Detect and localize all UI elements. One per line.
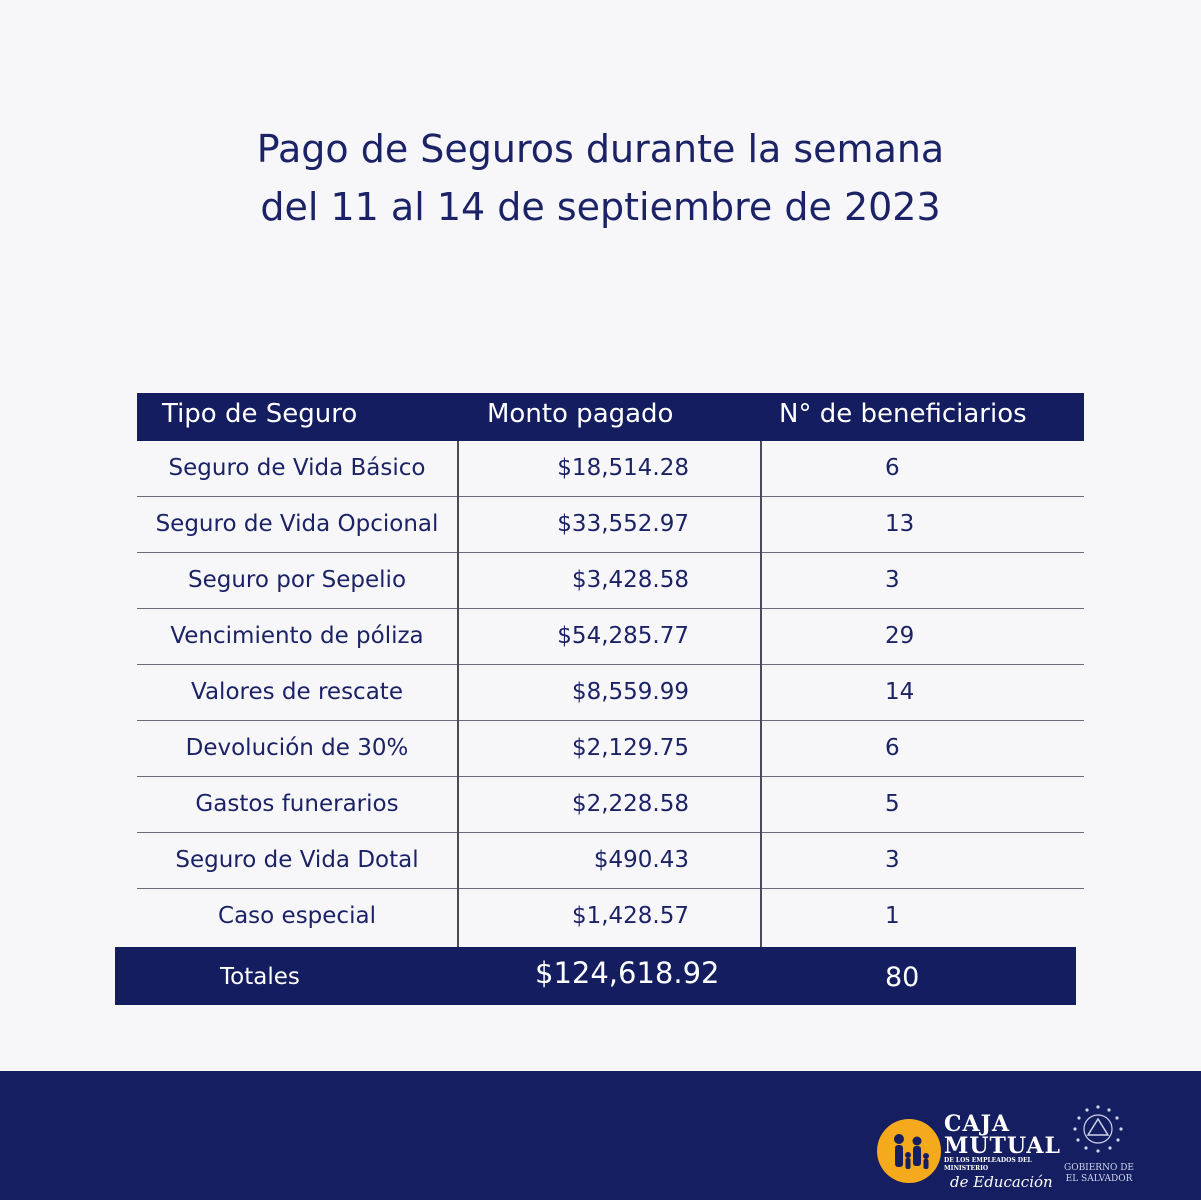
cell-tipo: Valores de rescate [191,679,403,705]
cell-tipo: Seguro de Vida Opcional [155,511,439,537]
totals-label: Totales [220,964,300,990]
table-row [137,553,1084,609]
cell-tipo: Gastos funerarios [195,791,399,817]
title-line-1: Pago de Seguros durante la semana [256,127,945,171]
cell-beneficiarios: 6 [885,735,900,761]
cell-tipo: Vencimiento de póliza [170,623,424,649]
table-row [137,833,1084,889]
totals-monto: $124,618.92 [535,956,720,990]
table-body [137,441,1084,944]
cell-monto: $33,552.97 [557,511,689,537]
cell-tipo: Seguro por Sepelio [187,567,407,593]
cell-tipo: Devolución de 30% [185,735,409,761]
cell-beneficiarios: 14 [885,679,915,705]
logo-subtitle: DE LOS EMPLEADOS DEL MINISTERIO [944,1157,1032,1172]
cell-beneficiarios: 13 [885,511,915,537]
cell-monto: $490.43 [593,847,689,873]
cell-beneficiarios: 5 [885,791,900,817]
logo-line-2: MUTUAL [944,1133,1061,1159]
table-row [137,665,1084,721]
gov-line-1: GOBIERNO DE [1064,1163,1134,1173]
cell-tipo: Caso especial [218,903,376,929]
table-row [137,497,1084,553]
cell-beneficiarios: 1 [885,903,900,929]
table-row [137,889,1084,944]
cell-monto: $54,285.77 [557,623,689,649]
title-line-2: del 11 al 14 de septiembre de 2023 [260,185,941,229]
cell-beneficiarios: 6 [885,455,900,481]
cell-monto: $18,514.28 [557,455,689,481]
gov-line-2: EL SALVADOR [1065,1174,1133,1184]
logo-line-1: CAJA [944,1111,1011,1137]
cell-tipo: Seguro de Vida Dotal [175,847,419,873]
family-logo-icon [877,1119,941,1183]
page-title [0,120,1201,236]
cell-tipo: Seguro de Vida Básico [168,455,426,481]
cell-monto: $2,228.58 [571,791,689,817]
cell-monto: $3,428.58 [571,567,689,593]
cell-monto: $1,428.57 [571,903,689,929]
totals-row [115,947,1076,1005]
column-divider [760,441,762,947]
cell-monto: $8,559.99 [571,679,689,705]
government-text [1057,1163,1141,1185]
header-beneficiarios: N° de beneficiarios [779,399,1027,429]
cell-beneficiarios: 29 [885,623,915,649]
government-seal-icon [1068,1101,1128,1161]
cell-beneficiarios: 3 [885,567,900,593]
cell-monto: $2,129.75 [571,735,689,761]
logo-script: de Educación [950,1173,1053,1191]
footer-bar [0,1071,1201,1200]
table-row [137,777,1084,833]
header-monto: Monto pagado [487,399,674,429]
totals-beneficiarios: 80 [885,962,920,993]
table-row [137,441,1084,497]
caja-mutual-logo [944,1113,1061,1191]
table-row [137,609,1084,665]
header-tipo: Tipo de Seguro [162,399,358,429]
column-divider [457,441,459,947]
cell-beneficiarios: 3 [885,847,900,873]
table-header [137,393,1084,441]
table-row [137,721,1084,777]
